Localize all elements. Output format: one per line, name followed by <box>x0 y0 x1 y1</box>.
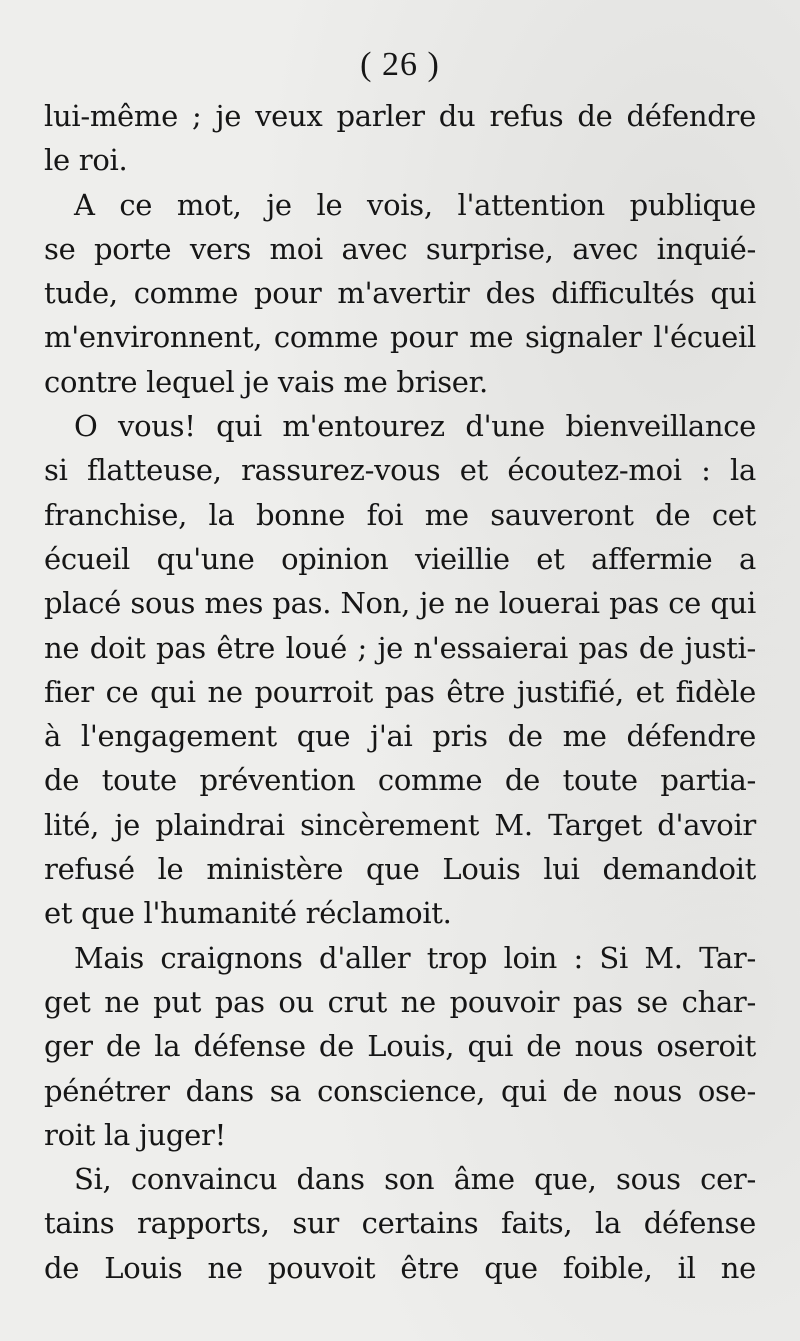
text-line: se porte vers moi avec surprise, avec inquié- <box>44 231 756 266</box>
text-line: de toute prévention comme de toute partia- <box>44 763 756 798</box>
text-line: A ce mot, je le vois, l'attention publique <box>74 187 756 222</box>
text-line: à l'engagement que j'ai pris de me défendre <box>44 719 756 754</box>
body-text <box>44 94 756 1290</box>
text-line: écueil qu'une opinion vieillie et affermie a <box>44 541 756 576</box>
text-line: contre lequel je vais me briser. <box>44 364 488 399</box>
text-line: roit la juger! <box>44 1117 226 1152</box>
text-line: m'environnent, comme pour me signaler l'écueil <box>44 320 756 355</box>
text-line: lui-même ; je veux parler du refus de défendre <box>44 99 756 133</box>
paragraph <box>44 1157 756 1290</box>
text-line: Si, convaincu dans son âme que, sous cer- <box>74 1162 756 1197</box>
page-number: ( 26 ) <box>360 46 440 83</box>
paragraph <box>44 183 756 404</box>
paragraph <box>44 404 756 936</box>
text-line: placé sous mes pas. Non, je ne louerai pas ce qui <box>44 586 756 621</box>
text-line: tude, comme pour m'avertir des difficultés qui <box>44 276 756 311</box>
paragraph <box>44 94 756 183</box>
paragraph <box>44 936 756 1157</box>
text-line: le roi. <box>44 143 128 178</box>
text-line: ne doit pas être loué ; je n'essaierai pas de justi- <box>44 630 756 665</box>
text-line: get ne put pas ou crut ne pouvoir pas se char- <box>44 984 756 1019</box>
text-line: refusé le ministère que Louis lui demandoit <box>44 852 756 887</box>
text-line: lité, je plaindrai sincèrement M. Target d'avoir <box>44 807 756 842</box>
text-line: pénétrer dans sa conscience, qui de nous ose- <box>44 1073 756 1108</box>
text-line: ger de la défense de Louis, qui de nous oseroit <box>44 1029 756 1064</box>
text-line: tains rapports, sur certains faits, la défense <box>44 1206 756 1241</box>
text-line: Mais craignons d'aller trop loin : Si M. Tar- <box>74 940 756 975</box>
text-line: de Louis ne pouvoit être que foible, il ne <box>44 1250 756 1285</box>
text-line: si flatteuse, rassurez-vous et écoutez-moi : la <box>44 453 756 488</box>
text-line: fier ce qui ne pourroit pas être justifié, et fidèle <box>44 674 756 709</box>
text-line: O vous! qui m'entourez d'une bienveillance <box>74 409 756 444</box>
text-line: franchise, la bonne foi me sauveront de cet <box>44 497 756 532</box>
text-line: et que l'humanité réclamoit. <box>44 896 452 931</box>
